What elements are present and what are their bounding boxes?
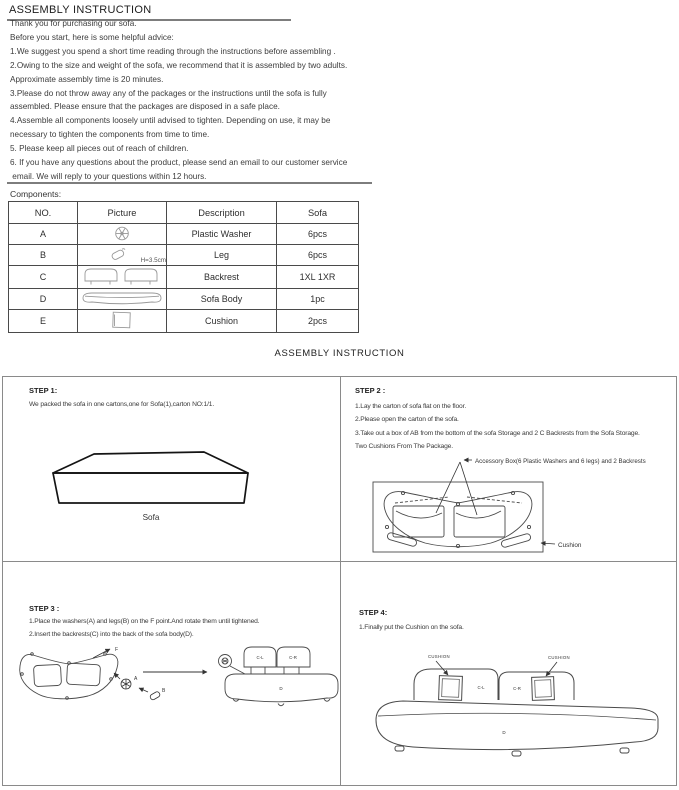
washer-label: A bbox=[134, 676, 138, 682]
step3-line: 2.Insert the backrests(C) into the back of the sofa body(D). bbox=[29, 630, 194, 638]
cushion-arrow-right bbox=[546, 662, 557, 676]
page-title: ASSEMBLY INSTRUCTION bbox=[9, 4, 152, 16]
part-description: Leg bbox=[167, 245, 277, 266]
part-description: Cushion bbox=[167, 310, 277, 333]
table-row bbox=[9, 224, 359, 245]
carton-outline bbox=[373, 482, 543, 552]
step2-line: Two Cushions From The Package. bbox=[355, 443, 453, 451]
step2-diagram bbox=[341, 377, 678, 561]
intro-line: email. We will reply to your questions within 12 hours. bbox=[10, 171, 207, 181]
carton-front-face bbox=[53, 473, 248, 503]
part-description: Sofa Body bbox=[167, 289, 277, 310]
sofa-body bbox=[376, 701, 658, 750]
intro-line: 5. Please keep all pieces out of reach of children. bbox=[10, 144, 189, 154]
col-header-description: Description bbox=[167, 202, 277, 224]
cushion-arrow-left bbox=[436, 661, 448, 675]
backrest-left-label: C-L bbox=[477, 685, 485, 690]
part-description: Backrest bbox=[167, 266, 277, 289]
table-row bbox=[9, 266, 359, 289]
intro-line: Thank you for purchasing our sofa. bbox=[10, 19, 137, 28]
carton-top-face bbox=[53, 452, 248, 473]
packed-backrest-right bbox=[454, 506, 505, 537]
step2-title: STEP 2 : bbox=[355, 386, 386, 395]
cushion-label-left: CUSHION bbox=[428, 654, 450, 659]
components-table bbox=[8, 201, 359, 333]
intro-line: 1.We suggest you spend a short time reading through the instructions before assembling . bbox=[10, 46, 336, 56]
part-qty: 2pcs bbox=[277, 310, 359, 333]
table-row bbox=[9, 245, 359, 266]
intro-line: 6. If you have any questions about the product, please send an email to our customer service bbox=[10, 158, 348, 168]
part-no: E bbox=[9, 310, 78, 333]
leg-label: B bbox=[162, 688, 166, 694]
part-no: B bbox=[9, 245, 78, 266]
step1-diagram bbox=[3, 377, 340, 561]
carton-label: Sofa bbox=[142, 513, 160, 522]
backrest-icon bbox=[82, 266, 162, 286]
sofa-body-label: D bbox=[279, 686, 283, 691]
step4-panel bbox=[341, 562, 678, 787]
intro-line: Approximate assembly time is 20 minutes. bbox=[10, 74, 164, 84]
cushion-label-right: CUSHION bbox=[548, 655, 570, 660]
washer-icon bbox=[111, 225, 133, 242]
part-no: A bbox=[9, 224, 78, 245]
components-label: Components: bbox=[10, 189, 62, 199]
sofa-body-icon bbox=[78, 290, 166, 306]
step4-text: 1.Finally put the Cushion on the sofa. bbox=[359, 624, 464, 631]
part-picture bbox=[78, 245, 167, 266]
sofa-body-label: D bbox=[502, 730, 506, 735]
part-picture bbox=[78, 310, 167, 333]
step3-title: STEP 3 : bbox=[29, 604, 60, 613]
intro-line: 2.Owing to the size and weight of the sofa, we recommend that it is assembled by two adults. bbox=[10, 60, 348, 70]
step2-line: 3.Take out a box of AB from the bottom of the sofa Storage and 2 C Backrests from the Sofa Storage. bbox=[355, 429, 640, 437]
step2-panel bbox=[341, 377, 678, 561]
seat-seam bbox=[378, 713, 656, 720]
col-header-sofa: Sofa bbox=[277, 202, 359, 224]
backrest-left-label: C-L bbox=[256, 655, 264, 660]
step4-diagram bbox=[341, 562, 678, 787]
col-header-picture: Picture bbox=[78, 202, 167, 224]
table-row bbox=[9, 289, 359, 310]
cushion-icon bbox=[109, 310, 135, 330]
part-qty: 6pcs bbox=[277, 224, 359, 245]
table-row bbox=[9, 310, 359, 333]
f-point-arrow bbox=[93, 649, 110, 658]
intro-text bbox=[10, 17, 347, 184]
washer-arrow bbox=[114, 673, 120, 679]
step3-diagram bbox=[3, 562, 340, 787]
backrest-right bbox=[499, 672, 574, 700]
part-qty: 6pcs bbox=[277, 245, 359, 266]
intro-line: 4.Assemble all components loosely until advised to tighten. Depending on use, it may be bbox=[10, 116, 331, 126]
foot bbox=[620, 748, 629, 753]
step3-panel bbox=[3, 562, 340, 787]
backrest-left bbox=[414, 669, 498, 700]
part-picture bbox=[78, 289, 167, 310]
part-picture bbox=[78, 224, 167, 245]
foot bbox=[512, 751, 521, 756]
backrest-right-label: C-R bbox=[289, 655, 297, 660]
part-no: C bbox=[9, 266, 78, 289]
leg-arrow bbox=[139, 688, 148, 692]
intro-line: assembled. Please ensure that the packages are disposed in a safe place. bbox=[10, 102, 280, 112]
leg-height-note: H=3.5cm bbox=[140, 257, 166, 264]
step1-panel bbox=[3, 377, 340, 561]
leg-icon bbox=[105, 245, 139, 263]
backrest-right-label: C-R bbox=[513, 686, 521, 691]
cushion-callout-label: Cushion bbox=[558, 542, 582, 549]
step1-title: STEP 1: bbox=[29, 386, 58, 395]
packed-cushion-left bbox=[387, 532, 418, 547]
intro-line: 3.Please do not throw away any of the packages or the instructions until the sofa is fully bbox=[10, 88, 327, 98]
step1-text: We packed the sofa in one cartons,one for Sofa(1),carton NO:1/1. bbox=[29, 401, 215, 408]
part-qty: 1pc bbox=[277, 289, 359, 310]
step3-line: 1.Place the washers(A) and legs(B) on the F point.And rotate them until tightened. bbox=[29, 618, 260, 625]
step2-line: 2.Please open the carton of the sofa. bbox=[355, 416, 459, 424]
part-qty: 1XL 1XR bbox=[277, 266, 359, 289]
col-header-no: NO. bbox=[9, 202, 78, 224]
packed-backrest-left bbox=[393, 506, 444, 537]
intro-line: necessary to tighten the components from time to time. bbox=[10, 130, 210, 140]
part-picture bbox=[78, 266, 167, 289]
step4-title: STEP 4: bbox=[359, 608, 388, 617]
steps-grid bbox=[2, 376, 677, 786]
f-point-label: F bbox=[115, 647, 119, 653]
part-no: D bbox=[9, 289, 78, 310]
section-title: ASSEMBLY INSTRUCTION bbox=[274, 348, 405, 359]
accessory-callout-label: Accessory Box(6 Plastic Washers and 6 legs) and 2 Backrests bbox=[475, 458, 646, 465]
step2-line: 1.Lay the carton of sofa flat on the floor. bbox=[355, 403, 467, 410]
foot bbox=[395, 746, 404, 751]
part-description: Plastic Washer bbox=[167, 224, 277, 245]
section-divider bbox=[7, 182, 372, 184]
leg-part bbox=[149, 691, 160, 701]
table-header-row bbox=[9, 202, 359, 224]
intro-line: Before you start, here is some helpful advice: bbox=[10, 32, 174, 42]
